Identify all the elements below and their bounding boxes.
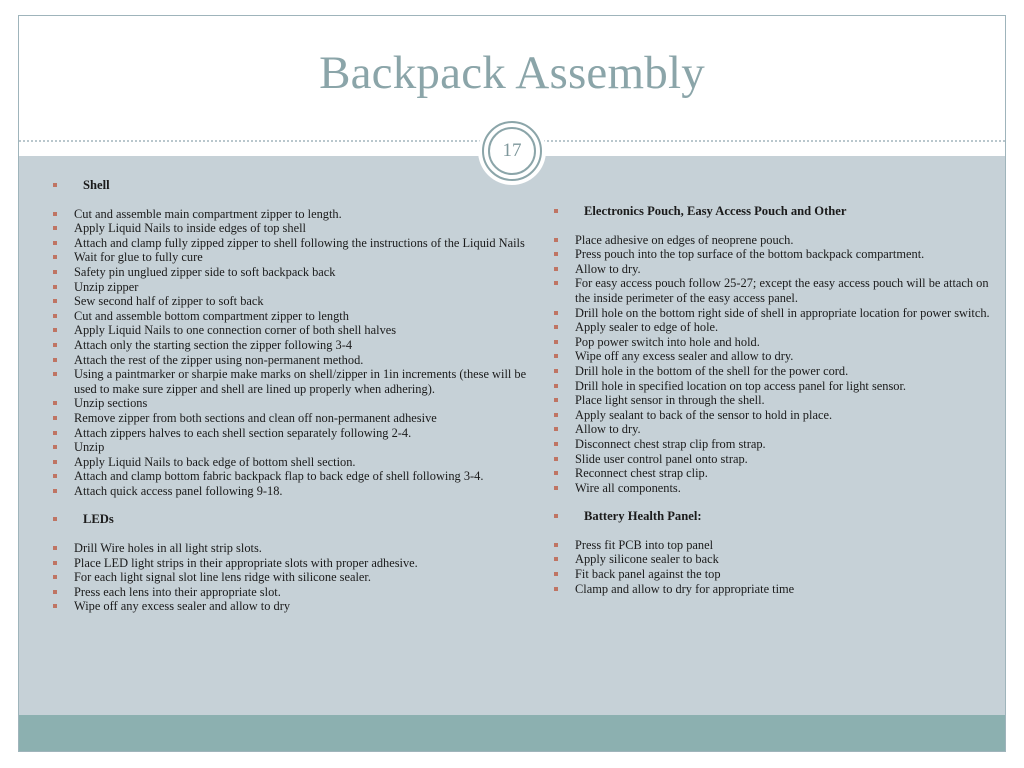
bullet-item: Place light sensor in through the shell. bbox=[542, 393, 992, 408]
bullet-item: Apply Liquid Nails to one connection corner of both shell halves bbox=[41, 323, 533, 338]
bullet-item: For each light signal slot line lens ridge with silicone sealer. bbox=[41, 570, 533, 585]
bullet-item: Attach quick access panel following 9-18. bbox=[41, 484, 533, 499]
left-bullet-list bbox=[41, 178, 533, 614]
bullet-item: Attach and clamp fully zipped zipper to shell following the instructions of the Liquid Nails bbox=[41, 236, 533, 251]
bullet-item: Attach the rest of the zipper using non-permanent method. bbox=[41, 353, 533, 368]
bullet-item: Drill hole in specified location on top access panel for light sensor. bbox=[542, 379, 992, 394]
bullet-item: Drill hole in the bottom of the shell for the power cord. bbox=[542, 364, 992, 379]
bullet-item: Allow to dry. bbox=[542, 422, 992, 437]
bullet-item: Cut and assemble main compartment zipper to length. bbox=[41, 207, 533, 222]
bullet-item: Unzip sections bbox=[41, 396, 533, 411]
bullet-item: Allow to dry. bbox=[542, 262, 992, 277]
page-number: 17 bbox=[502, 140, 522, 161]
bullet-item: Press pouch into the top surface of the bottom backpack compartment. bbox=[542, 247, 992, 262]
bullet-item: Cut and assemble bottom compartment zipper to length bbox=[41, 309, 533, 324]
bullet-item: Attach and clamp bottom fabric backpack flap to back edge of shell following 3-4. bbox=[41, 469, 533, 484]
slide-footer-bar bbox=[19, 715, 1005, 752]
bullet-item: Wipe off any excess sealer and allow to dry. bbox=[542, 349, 992, 364]
bullet-item: Place adhesive on edges of neoprene pouch. bbox=[542, 233, 992, 248]
bullet-item: Press fit PCB into top panel bbox=[542, 538, 992, 553]
section-heading: Shell bbox=[41, 178, 533, 193]
bullet-item: Wipe off any excess sealer and allow to dry bbox=[41, 599, 533, 614]
bullet-item: Remove zipper from both sections and clean off non-permanent adhesive bbox=[41, 411, 533, 426]
bullet-item: Disconnect chest strap clip from strap. bbox=[542, 437, 992, 452]
slide-content bbox=[19, 156, 1005, 715]
page-title: Backpack Assembly bbox=[319, 47, 705, 99]
bullet-item: Fit back panel against the top bbox=[542, 567, 992, 582]
bullet-item: Using a paintmarker or sharpie make marks on shell/zipper in 1in increments (these will be used to make sure zipper and shell are lined up properly when adhering). bbox=[41, 367, 533, 396]
presentation-slide bbox=[18, 15, 1006, 752]
bullet-item: Sew second half of zipper to soft back bbox=[41, 294, 533, 309]
bullet-item: Unzip bbox=[41, 440, 533, 455]
bullet-item: Attach only the starting section the zipper following 3-4 bbox=[41, 338, 533, 353]
left-column bbox=[41, 156, 533, 614]
section-heading: Battery Health Panel: bbox=[542, 509, 992, 524]
section-heading: LEDs bbox=[41, 512, 533, 527]
bullet-item: For easy access pouch follow 25-27; except the easy access pouch will be attach on the inside perimeter of the easy access panel. bbox=[542, 276, 992, 305]
bullet-item: Apply sealer to edge of hole. bbox=[542, 320, 992, 335]
bullet-item: Press each lens into their appropriate slot. bbox=[41, 585, 533, 600]
right-column bbox=[542, 156, 992, 596]
bullet-item: Place LED light strips in their appropriate slots with proper adhesive. bbox=[41, 556, 533, 571]
bullet-item: Wire all components. bbox=[542, 481, 992, 496]
bullet-item: Unzip zipper bbox=[41, 280, 533, 295]
bullet-item: Drill hole on the bottom right side of shell in appropriate location for power switch. bbox=[542, 306, 992, 321]
bullet-item: Drill Wire holes in all light strip slots. bbox=[41, 541, 533, 556]
bullet-item: Safety pin unglued zipper side to soft backpack back bbox=[41, 265, 533, 280]
bullet-item: Clamp and allow to dry for appropriate time bbox=[542, 582, 992, 597]
bullet-item: Wait for glue to fully cure bbox=[41, 250, 533, 265]
bullet-item: Apply sealant to back of the sensor to hold in place. bbox=[542, 408, 992, 423]
bullet-item: Apply Liquid Nails to inside edges of top shell bbox=[41, 221, 533, 236]
section-heading: Electronics Pouch, Easy Access Pouch and Other bbox=[542, 204, 992, 219]
bullet-item: Slide user control panel onto strap. bbox=[542, 452, 992, 467]
bullet-item: Apply Liquid Nails to back edge of bottom shell section. bbox=[41, 455, 533, 470]
bullet-item: Pop power switch into hole and hold. bbox=[542, 335, 992, 350]
bullet-item: Reconnect chest strap clip. bbox=[542, 466, 992, 481]
right-bullet-list bbox=[542, 204, 992, 596]
bullet-item: Attach zippers halves to each shell section separately following 2-4. bbox=[41, 426, 533, 441]
bullet-item: Apply silicone sealer to back bbox=[542, 552, 992, 567]
